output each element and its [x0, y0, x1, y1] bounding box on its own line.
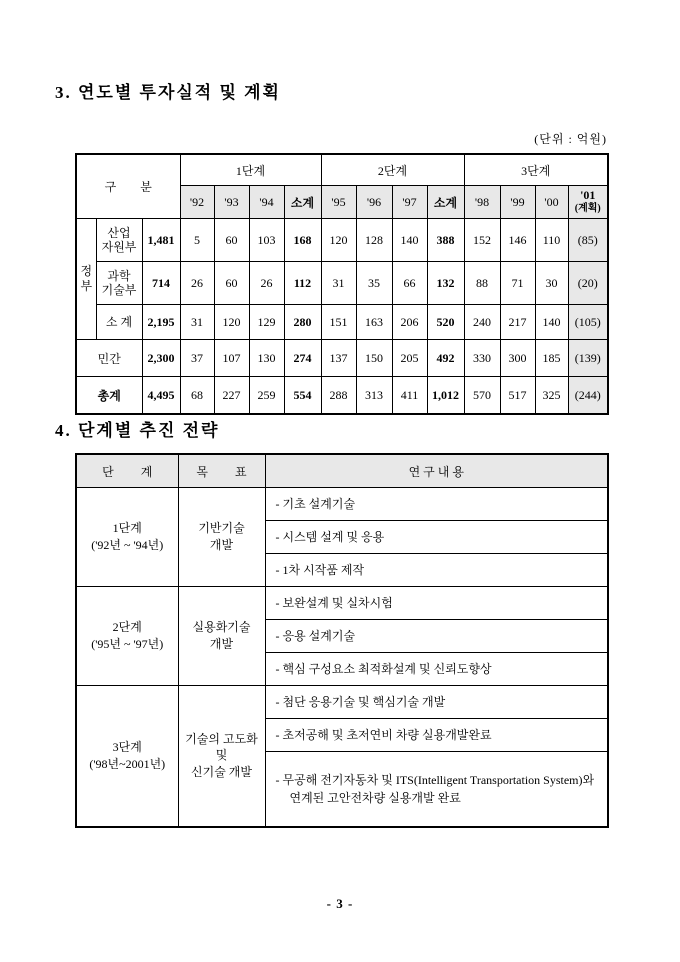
inv-header-stage2: 2단계	[321, 154, 464, 186]
inv-row-label-line: 과학	[107, 268, 131, 283]
inv-header-subtotal: 소계	[284, 186, 321, 219]
goal-line: 개발	[209, 538, 234, 552]
inv-cell-subtotal: 388	[427, 219, 464, 262]
inv-cell-plan: (139)	[568, 340, 608, 377]
inv-cell-subtotal: 132	[427, 262, 464, 305]
goal-line: 및	[215, 748, 228, 763]
stage-name: 3단계	[112, 739, 142, 754]
stage-period: ('98년~2001년)	[89, 756, 166, 771]
inv-cell: 150	[356, 340, 392, 377]
plan-year-label: '01	[580, 188, 596, 203]
inv-cell: 5	[180, 219, 214, 262]
inv-header-year: '96	[356, 186, 392, 219]
inv-cell: 129	[249, 305, 284, 340]
inv-cell: 330	[464, 340, 500, 377]
goal-line: 개발	[209, 637, 234, 651]
strat-item: - 보완설계 및 실차시험	[265, 587, 608, 620]
strat-item: - 첨단 응용기술 및 핵심기술 개발	[265, 686, 608, 719]
inv-cell: 227	[214, 377, 249, 415]
inv-cell-plan: (244)	[568, 377, 608, 415]
inv-cell: 103	[249, 219, 284, 262]
inv-cell: 206	[392, 305, 427, 340]
stage-name: 1단계	[112, 521, 142, 536]
inv-cell: 107	[214, 340, 249, 377]
inv-header-year: '98	[464, 186, 500, 219]
goal-line: 기반기술	[198, 521, 245, 536]
inv-header-year: '93	[214, 186, 249, 219]
inv-cell: 151	[321, 305, 356, 340]
inv-cell: 35	[356, 262, 392, 305]
inv-header-year: '99	[500, 186, 535, 219]
inv-cell: 31	[321, 262, 356, 305]
stage-name: 2단계	[112, 620, 142, 635]
inv-cell: 185	[535, 340, 568, 377]
inv-cell-subtotal: 520	[427, 305, 464, 340]
inv-header-year: '97	[392, 186, 427, 219]
inv-cell: 71	[500, 262, 535, 305]
inv-cell: 30	[535, 262, 568, 305]
investment-table	[75, 153, 609, 415]
inv-header-year: '95	[321, 186, 356, 219]
inv-cell: 140	[535, 305, 568, 340]
inv-cell: 60	[214, 262, 249, 305]
inv-header-stage1: 1단계	[180, 154, 321, 186]
inv-cell: 31	[180, 305, 214, 340]
inv-cell: 217	[500, 305, 535, 340]
inv-cell-subtotal: 280	[284, 305, 321, 340]
strat-header-content: 연 구 내 용	[265, 454, 608, 488]
strat-item: - 핵심 구성요소 최적화설계 및 신뢰도향상	[265, 653, 608, 686]
inv-group-government: 정부	[76, 219, 96, 340]
inv-cell-total: 2,195	[142, 305, 180, 340]
inv-cell: 66	[392, 262, 427, 305]
inv-cell: 259	[249, 377, 284, 415]
strat-item: - 초저공해 및 초저연비 차량 실용개발완료	[265, 719, 608, 752]
inv-cell: 128	[356, 219, 392, 262]
plan-year-sublabel: (계획)	[574, 203, 601, 215]
inv-cell-total: 2,300	[142, 340, 180, 377]
inv-cell: 163	[356, 305, 392, 340]
goal-line: 기술의 고도화	[185, 731, 258, 746]
inv-cell-total: 714	[142, 262, 180, 305]
stage-period: ('92년 ~ '94년)	[91, 538, 164, 552]
inv-cell: 205	[392, 340, 427, 377]
inv-cell-subtotal: 554	[284, 377, 321, 415]
inv-cell: 240	[464, 305, 500, 340]
section3-title: 3. 연도별 투자실적 및 계획	[55, 83, 281, 102]
inv-cell-subtotal: 492	[427, 340, 464, 377]
inv-row-label-line: 소 계	[105, 314, 133, 329]
inv-row-label-line: 기술부	[101, 283, 137, 297]
inv-cell: 570	[464, 377, 500, 415]
inv-row-label-grandtotal: 총계	[76, 377, 142, 415]
inv-cell: 130	[249, 340, 284, 377]
inv-cell: 60	[214, 219, 249, 262]
strat-header-stage: 단 계	[76, 454, 178, 488]
inv-cell: 152	[464, 219, 500, 262]
inv-header-subtotal: 소계	[427, 186, 464, 219]
inv-header-plan-year	[568, 186, 608, 219]
inv-cell-plan: (105)	[568, 305, 608, 340]
inv-cell-total: 1,481	[142, 219, 180, 262]
inv-cell: 146	[500, 219, 535, 262]
inv-header-year: '00	[535, 186, 568, 219]
inv-cell: 26	[180, 262, 214, 305]
inv-cell: 517	[500, 377, 535, 415]
inv-row-label-line: 산업	[107, 225, 131, 240]
inv-cell-subtotal: 274	[284, 340, 321, 377]
unit-note: (단위 : 억원)	[534, 132, 607, 146]
inv-header-year: '92	[180, 186, 214, 219]
inv-cell: 325	[535, 377, 568, 415]
inv-row-label	[96, 219, 142, 262]
inv-cell: 300	[500, 340, 535, 377]
stage-period: ('95년 ~ '97년)	[91, 637, 164, 651]
inv-cell: 110	[535, 219, 568, 262]
inv-cell: 411	[392, 377, 427, 415]
inv-row-label	[96, 305, 142, 340]
strat-item: - 무공해 전기자동차 및 ITS(Intelligent Transportation System)와 연계된 고안전차량 실용개발 완료	[265, 752, 608, 827]
goal-line: 실용화기술	[192, 620, 251, 635]
inv-cell: 26	[249, 262, 284, 305]
page-number: - 3 -	[326, 896, 354, 911]
strat-stage2-goal	[178, 587, 265, 686]
inv-row-label	[96, 262, 142, 305]
inv-header-category: 구 분	[76, 154, 180, 219]
inv-cell: 137	[321, 340, 356, 377]
inv-cell: 37	[180, 340, 214, 377]
strat-stage2-cell	[76, 587, 178, 686]
inv-cell-subtotal: 1,012	[427, 377, 464, 415]
inv-header-year: '94	[249, 186, 284, 219]
inv-cell: 120	[321, 219, 356, 262]
inv-cell-subtotal: 168	[284, 219, 321, 262]
inv-cell-plan: (85)	[568, 219, 608, 262]
strat-item: - 기초 설계기술	[265, 488, 608, 521]
inv-cell-total: 4,495	[142, 377, 180, 415]
inv-cell: 68	[180, 377, 214, 415]
section4-title: 4. 단계별 추진 전략	[55, 421, 220, 440]
inv-cell: 313	[356, 377, 392, 415]
strat-header-goal: 목 표	[178, 454, 265, 488]
strat-item: - 1차 시작품 제작	[265, 554, 608, 587]
inv-header-stage3: 3단계	[464, 154, 608, 186]
strat-stage3-cell	[76, 686, 178, 827]
inv-cell-plan: (20)	[568, 262, 608, 305]
strat-item: - 시스템 설계 및 응용	[265, 521, 608, 554]
strat-item: - 응용 설계기술	[265, 620, 608, 653]
inv-cell: 288	[321, 377, 356, 415]
strat-stage1-goal	[178, 488, 265, 587]
inv-row-label-line: 자원부	[101, 240, 137, 254]
inv-row-label-private: 민간	[76, 340, 142, 377]
inv-cell-subtotal: 112	[284, 262, 321, 305]
strat-stage1-cell	[76, 488, 178, 587]
goal-line: 신기술 개발	[191, 765, 252, 780]
strategy-table	[75, 453, 609, 828]
inv-cell: 88	[464, 262, 500, 305]
strat-stage3-goal	[178, 686, 265, 827]
inv-cell: 120	[214, 305, 249, 340]
inv-cell: 140	[392, 219, 427, 262]
